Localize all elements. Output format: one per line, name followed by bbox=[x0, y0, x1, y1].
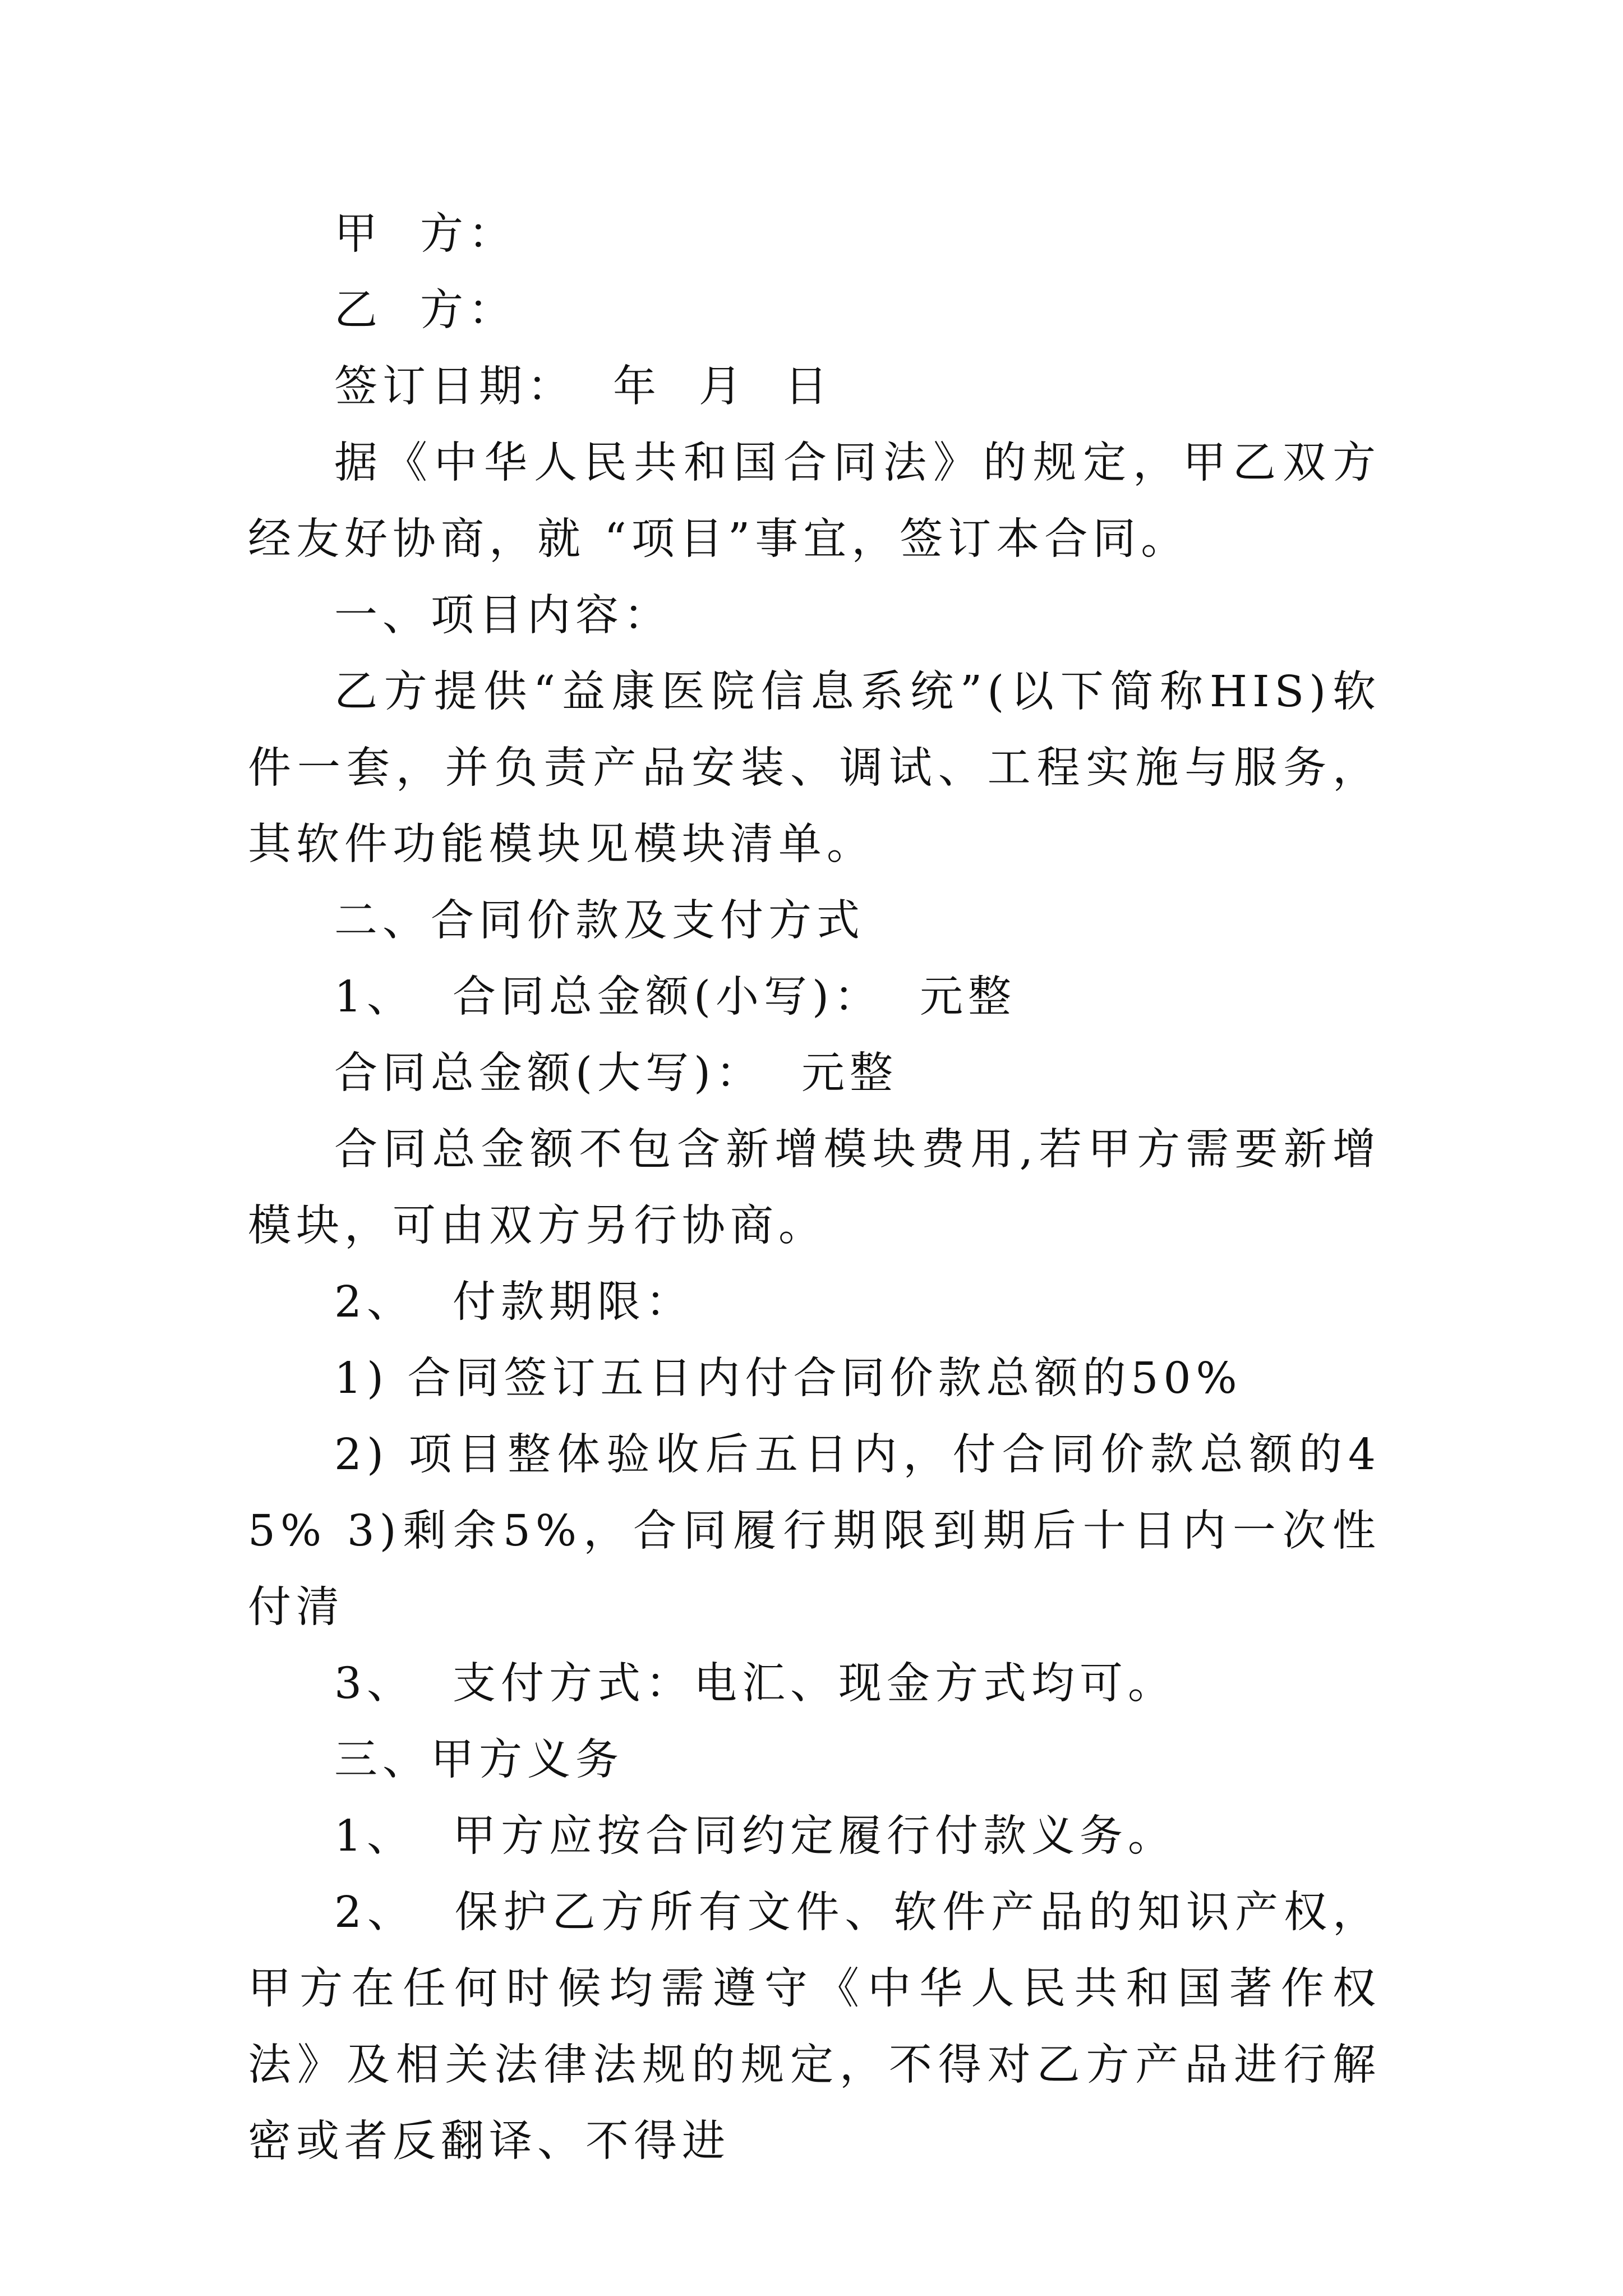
preamble-paragraph: 据《中华人民共和国合同法》的规定，甲乙双方经友好协商，就 “项目”事宜，签订本合同。 bbox=[248, 438, 1381, 564]
obligation-2: 2、 保护乙方所有文件、软件产品的知识产权，甲方在任何时候均需遵守《中华人民共和国著作权法》及相关法律法规的规定，不得对乙方产品进行解密或者反翻译、不得进 bbox=[248, 1888, 1381, 2166]
party-a-line: 甲 方： bbox=[334, 209, 517, 259]
payment-method-line: 3、 支付方式：电汇、现金方式均可。 bbox=[334, 1659, 1176, 1709]
payment-term-1: 1) 合同签订五日内付合同价款总额的50% bbox=[334, 1354, 1242, 1404]
total-amount-uppercase: 合同总金额(大写)： 元整 bbox=[334, 1048, 898, 1098]
project-content-paragraph: 乙方提供“益康医院信息系统”(以下简称HIS)软件一套，并负责产品安装、调试、工程实施与服务，其软件功能模块见模块清单。 bbox=[248, 667, 1381, 869]
party-b-line: 乙 方： bbox=[334, 286, 517, 335]
section-heading-party-a-obligations: 三、甲方义务 bbox=[334, 1735, 624, 1785]
total-amount-lowercase: 1、 合同总金额(小写)： 元整 bbox=[334, 972, 1016, 1022]
section-heading-project-content: 一、项目内容： bbox=[334, 591, 672, 641]
payment-term-2-3: 2) 项目整体验收后五日内，付合同价款总额的45% 3)剩余5%，合同履行期限到期后十日内一次性付清 bbox=[248, 1430, 1381, 1632]
amount-note-paragraph: 合同总金额不包含新增模块费用,若甲方需要新增模块，可由双方另行协商。 bbox=[248, 1125, 1381, 1251]
obligation-1: 1、 甲方应按合同约定履行付款义务。 bbox=[334, 1811, 1176, 1861]
payment-term-heading: 2、 付款期限： bbox=[334, 1277, 694, 1327]
signing-date-line: 签订日期： 年 月 日 bbox=[334, 362, 833, 412]
contract-body bbox=[248, 196, 1381, 2180]
section-heading-price-payment: 二、合同价款及支付方式 bbox=[334, 896, 865, 946]
